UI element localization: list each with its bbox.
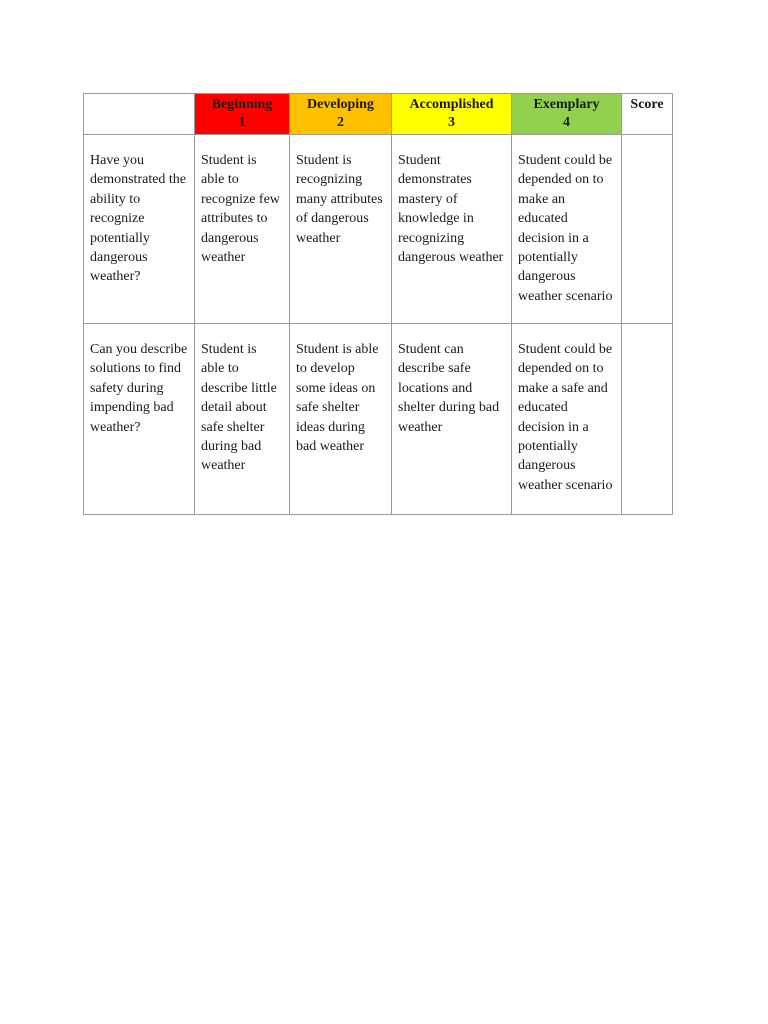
exemplary-cell: Student could be depended on to make an educated decision in a potentially dangerous weather scenario (512, 135, 622, 324)
developing-cell: Student is able to develop some ideas on safe shelter ideas during bad weather (290, 324, 392, 515)
exemplary-cell: Student could be depended on to make a safe and educated decision in a potentially dangerous weather scenario (512, 324, 622, 515)
rubric-header-row (84, 94, 673, 135)
header-empty-cell (84, 94, 195, 135)
beginning-cell: Student is able to recognize few attributes to dangerous weather (195, 135, 290, 324)
header-exemplary-number: 4 (563, 115, 570, 130)
question-cell: Have you demonstrated the ability to recognize potentially dangerous weather? (84, 135, 195, 324)
header-exemplary (512, 94, 622, 135)
header-beginning-number: 1 (238, 115, 246, 130)
score-cell (622, 324, 673, 515)
accomplished-cell: Student demonstrates mastery of knowledge in recognizing dangerous weather (392, 135, 512, 324)
header-developing-number: 2 (337, 115, 344, 130)
header-accomplished (392, 94, 512, 135)
header-score (622, 94, 673, 135)
score-cell (622, 135, 673, 324)
accomplished-cell: Student can describe safe locations and shelter during bad weather (392, 324, 512, 515)
table-row (84, 324, 673, 515)
header-beginning-label: Beginning (211, 97, 273, 112)
header-beginning (195, 94, 290, 135)
header-score-label: Score (630, 97, 664, 112)
header-developing (290, 94, 392, 135)
beginning-cell: Student is able to describe little detail about safe shelter during bad weather (195, 324, 290, 515)
header-accomplished-number: 3 (448, 115, 455, 130)
question-cell: Can you describe solutions to find safety during impending bad weather? (84, 324, 195, 515)
header-accomplished-label: Accomplished (409, 97, 494, 112)
rubric-table (83, 93, 673, 515)
header-exemplary-label: Exemplary (533, 97, 600, 112)
table-row (84, 135, 673, 324)
header-developing-label: Developing (307, 97, 374, 112)
developing-cell: Student is recognizing many attributes of dangerous weather (290, 135, 392, 324)
